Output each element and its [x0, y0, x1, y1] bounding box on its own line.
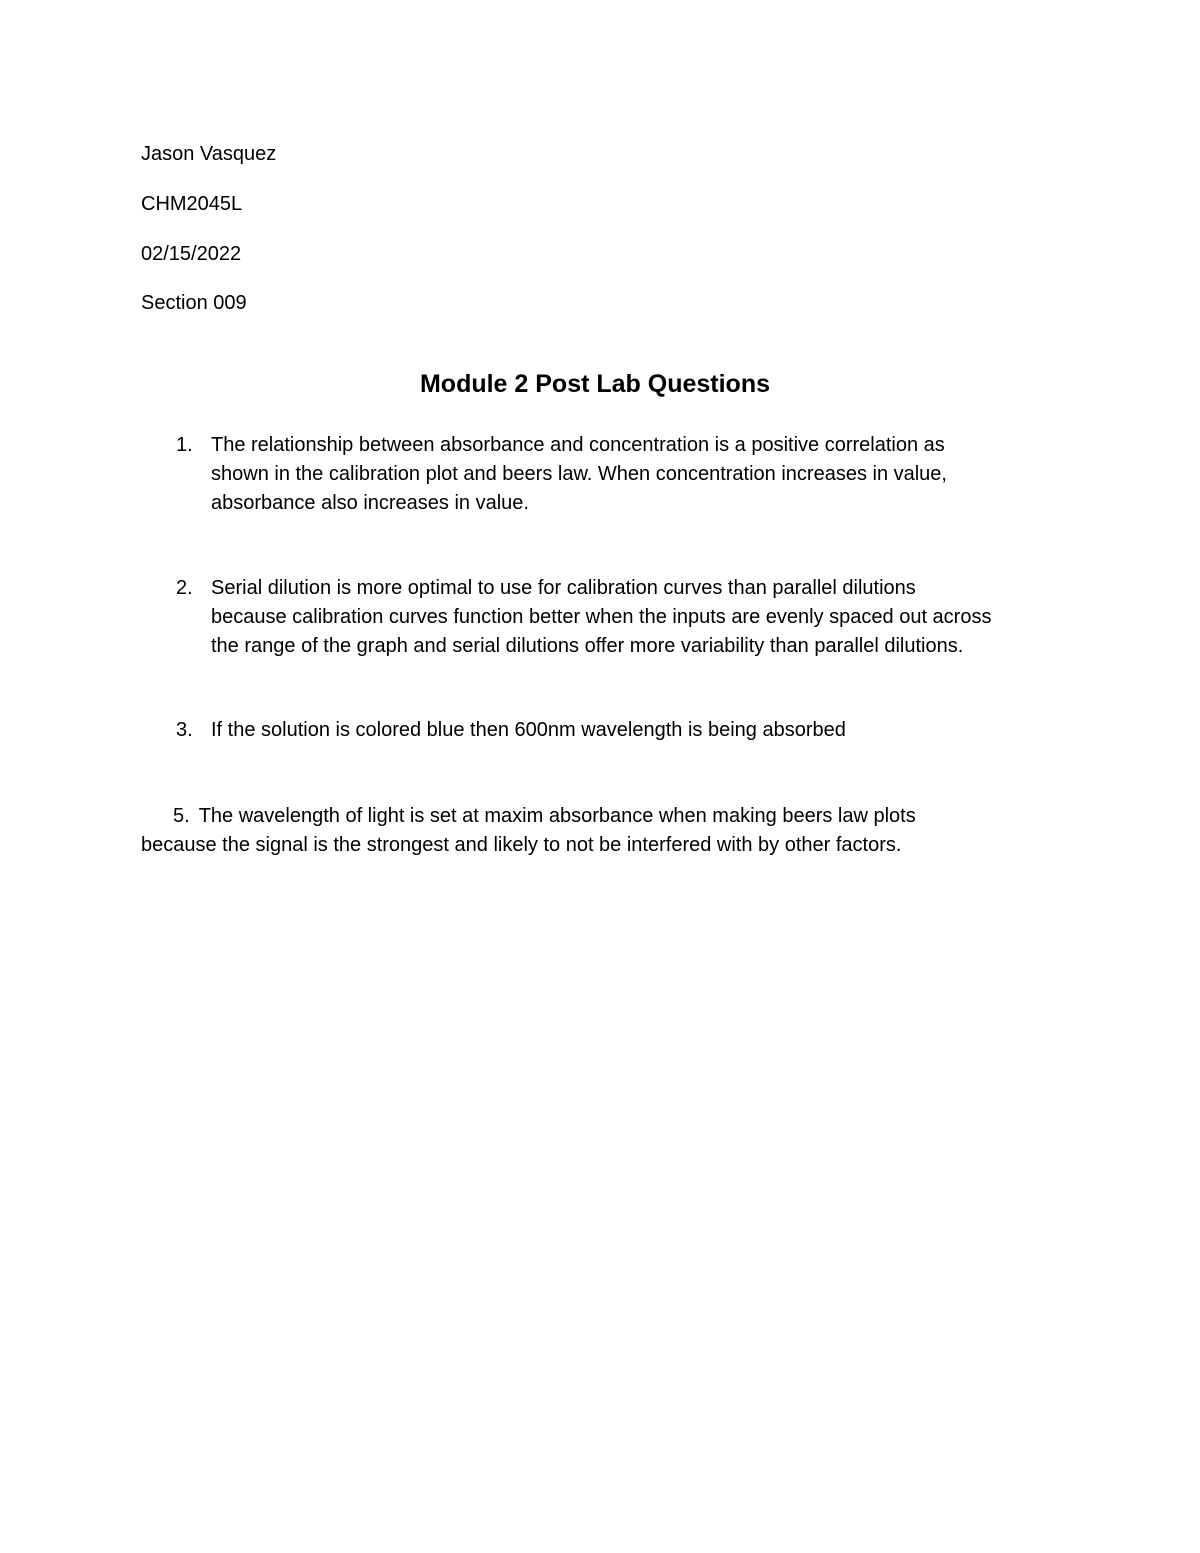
answer-line: because the signal is the strongest and likely to not be interfered with by other factors. — [141, 834, 902, 856]
student-name: Jason Vasquez — [141, 143, 277, 165]
answer-text — [211, 574, 1071, 661]
answer-number: 1. — [176, 434, 193, 456]
answer-line: shown in the calibration plot and beers law. When concentration increases in value, — [211, 463, 947, 485]
answer-line: If the solution is colored blue then 600nm wavelength is being absorbed — [211, 719, 846, 741]
answer-line: Serial dilution is more optimal to use for calibration curves than parallel dilutions — [211, 577, 916, 599]
section: Section 009 — [141, 292, 247, 314]
answer-line: the range of the graph and serial dilutions offer more variability than parallel dilutions. — [211, 635, 964, 657]
answer-number: 2. — [176, 577, 193, 599]
answer-first-line — [141, 802, 1041, 831]
answer-line: because calibration curves function better when the inputs are evenly spaced out across — [211, 606, 992, 628]
answer-number: 5. — [173, 805, 190, 827]
answer-line: The wavelength of light is set at maxim absorbance when making beers law plots — [198, 805, 916, 827]
answer-line: The relationship between absorbance and concentration is a positive correlation as — [211, 434, 945, 456]
answer-5 — [141, 802, 1041, 860]
answer-number: 3. — [176, 719, 193, 741]
course-code: CHM2045L — [141, 193, 243, 215]
answer-text — [211, 716, 1071, 745]
date: 02/15/2022 — [141, 243, 242, 265]
answer-text — [211, 431, 1071, 518]
page-title: Module 2 Post Lab Questions — [419, 370, 771, 398]
answer-line: absorbance also increases in value. — [211, 492, 529, 514]
